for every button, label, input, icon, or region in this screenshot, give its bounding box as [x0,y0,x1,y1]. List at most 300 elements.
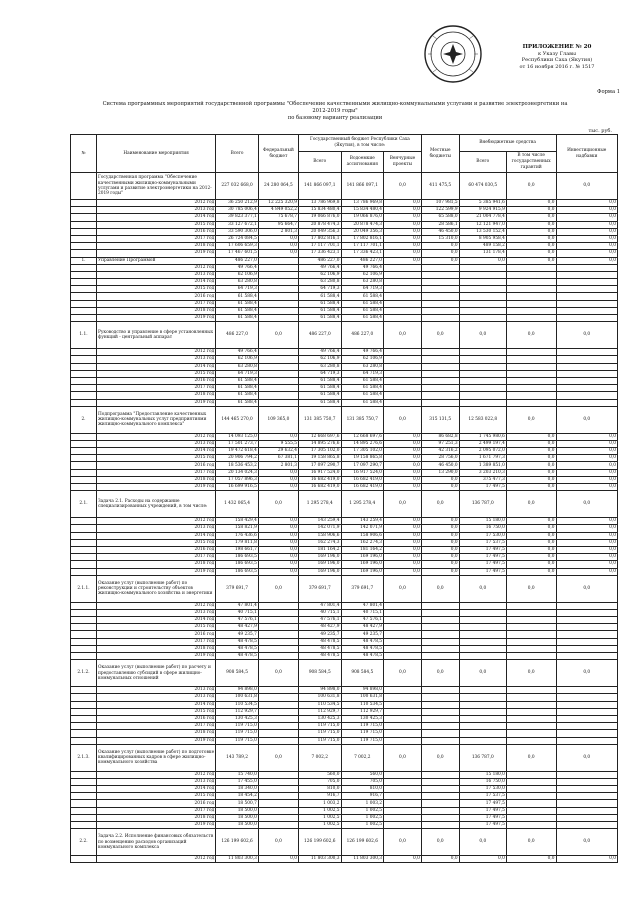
value-cell: 86 682,8 [421,433,459,440]
year-label: 2017 год [96,807,215,814]
row-number [71,638,97,645]
value-cell [258,737,298,744]
value-cell: 17 530,0 [459,786,506,793]
row-number [71,433,97,440]
value-cell: 17 305 102,0 [298,448,341,455]
value-cell: 48 427,9 [298,624,341,631]
value-cell: 0,0 [384,518,422,525]
value-cell [506,653,556,660]
value-cell [506,786,556,793]
value-cell: 0,0 [421,525,459,532]
year-label: 2013 год [96,207,215,214]
value-cell: 16 750,0 [459,778,506,785]
value-cell: 12 668 697,6 [298,433,341,440]
value-cell: 162 274,3 [341,539,384,546]
value-cell [556,800,618,807]
value-cell [421,638,459,645]
row-number [71,455,97,462]
value-cell: 17 336 423,1 [341,250,384,257]
value-cell: 0,0 [556,554,618,561]
value-cell: 12 668 697,6 [341,433,384,440]
value-cell: 227 032 668,0 [216,173,259,200]
row-number [71,561,97,568]
value-cell: 1 002,5 [298,814,341,821]
value-cell: 0,0 [506,214,556,221]
value-cell [258,609,298,616]
value-cell [556,653,618,660]
value-cell [384,300,422,307]
value-cell [421,602,459,609]
value-cell [506,715,556,722]
value-cell: 0,0 [421,491,459,518]
table-row [71,532,618,539]
value-cell [506,609,556,616]
value-cell [459,715,506,722]
value-cell [258,300,298,307]
year-label: 2016 год [96,228,215,235]
value-cell [506,694,556,701]
value-cell: 705,0 [298,778,341,785]
value-cell [258,617,298,624]
value-cell: 0,0 [556,200,618,207]
value-cell: 49 766,4 [341,264,384,271]
value-cell: 810,0 [341,786,384,793]
row-number [71,800,97,807]
value-cell: 315 131,5 [421,406,459,433]
value-cell: 61 588,4 [216,300,259,307]
value-cell [258,356,298,363]
value-cell: 30 785 006,4 [216,207,259,214]
value-cell: 100 631,8 [298,694,341,701]
col-num: № [71,135,97,173]
value-cell: 61 588,4 [341,377,384,384]
value-cell: 17 305 102,0 [341,448,384,455]
table-row [71,315,618,322]
value-cell: 181 164,2 [298,546,341,553]
table-row [71,708,618,715]
year-label: 2019 год [96,315,215,322]
value-cell: 18 454,2 [216,793,259,800]
table-row [71,715,618,722]
value-cell [506,399,556,406]
year-label: 2016 год [96,377,215,384]
value-cell: 61 588,4 [216,385,259,392]
value-cell: 61 588,4 [216,293,259,300]
row-number: 2.1.2. [71,660,97,687]
value-cell [384,271,422,278]
value-cell: 17 530,0 [459,532,506,539]
col-investment: Инвестиционные надбавки [556,135,618,173]
value-cell: 17 497,5 [459,554,506,561]
value-cell: 48 478,5 [341,645,384,652]
value-cell: 0,0 [556,476,618,483]
table-row [71,575,618,602]
value-cell: 0,0 [506,406,556,433]
value-cell: 186 693,5 [216,561,259,568]
value-cell: 0,0 [258,856,298,863]
value-cell: 0,0 [506,484,556,491]
value-cell [556,715,618,722]
value-cell [421,315,459,322]
value-cell [506,631,556,638]
value-cell: 0,0 [506,829,556,856]
value-cell [384,694,422,701]
value-cell [384,286,422,293]
value-cell [421,370,459,377]
value-cell: 0,0 [506,455,556,462]
value-cell: 15 180,0 [459,771,506,778]
row-number [71,250,97,257]
value-cell [258,293,298,300]
value-cell [384,822,422,829]
row-number [71,264,97,271]
value-cell [421,624,459,631]
value-cell [506,708,556,715]
value-cell: 18 500,0 [216,822,259,829]
row-number: 1. [71,257,97,264]
value-cell [421,814,459,821]
value-cell [384,377,422,384]
row-number [71,207,97,214]
value-cell: 136 787,0 [459,744,506,771]
value-cell: 158 906,6 [298,532,341,539]
value-cell [421,307,459,314]
table-row [71,856,618,863]
value-cell [556,392,618,399]
measure-name: Оказание услуг (выполнение работ) по реконструкции и строительству объектов жилищно-коммунального хозяйства и энергетики [96,575,215,602]
value-cell: 62 106,9 [216,356,259,363]
row-number [71,701,97,708]
value-cell: 0,0 [459,322,506,349]
value-cell: 560,0 [341,771,384,778]
value-cell [556,737,618,744]
value-cell [556,271,618,278]
row-number [71,484,97,491]
value-cell: 61 588,4 [341,300,384,307]
row-number [71,448,97,455]
value-cell: 95 664,7 [258,221,298,228]
value-cell [556,701,618,708]
value-cell: 15 834 480,4 [298,207,341,214]
value-cell [459,617,506,624]
value-cell: 0,0 [384,568,422,575]
value-cell: 0,0 [556,525,618,532]
title-line-2: по базовому варианту реализации [287,115,383,121]
value-cell: 19 158 865,8 [298,455,341,462]
value-cell: 0,0 [506,568,556,575]
value-cell: 486 227,0 [341,257,384,264]
value-cell [421,609,459,616]
measure-name: Оказание услуг (выполнение работ) по подготовке квалифицированных кадров в сфере жилищно-коммунального хозяйства [96,744,215,771]
table-row [71,307,618,314]
year-label: 2013 год [96,356,215,363]
value-cell: 0,0 [506,200,556,207]
table-row [71,631,618,638]
table-row [71,370,618,377]
table-row [71,561,618,568]
value-cell: 49 766,4 [216,264,259,271]
value-cell: 0,0 [384,207,422,214]
row-number [71,624,97,631]
table-row [71,243,618,250]
value-cell: 17 467 601,5 [216,250,259,257]
col-state-group: Государственный бюджет Республики Саха (Якутия), в том числе: [298,135,421,152]
value-cell [384,687,422,694]
row-number: 2.1.1. [71,575,97,602]
value-cell [258,307,298,314]
value-cell: 0,0 [384,433,422,440]
value-cell: 0,0 [556,433,618,440]
row-number [71,228,97,235]
value-cell: 0,0 [421,322,459,349]
value-cell: 1 389 851,0 [459,462,506,469]
value-cell: 17 497,5 [459,546,506,553]
value-cell: 0,0 [384,448,422,455]
measure-name: Оказание услуг (выполнение работ) по расчету и предоставлению субсидий в сфере жилищно-коммунальных отношений [96,660,215,687]
value-cell: 0,0 [421,518,459,525]
value-cell: 0,0 [556,469,618,476]
value-cell: 17 802 816,1 [341,235,384,242]
table-row [71,814,618,821]
value-cell: 63 280,8 [341,279,384,286]
value-cell [384,786,422,793]
value-cell: 63 280,8 [216,363,259,370]
value-cell [556,624,618,631]
value-cell: 0,0 [556,214,618,221]
value-cell: 143 789,2 [216,744,259,771]
value-cell: 46 450,0 [421,462,459,469]
value-cell: 0,0 [421,546,459,553]
program-table [70,134,618,863]
value-cell: 1 432 065,4 [216,491,259,518]
value-cell [384,264,422,271]
value-cell: 0,0 [506,561,556,568]
value-cell [556,602,618,609]
value-cell: 0,0 [258,469,298,476]
value-cell: 0,0 [506,525,556,532]
value-cell: 40 715,1 [341,609,384,616]
value-cell: 0,0 [258,322,298,349]
table-row [71,602,618,609]
year-label: 2016 год [96,715,215,722]
row-number [71,214,97,221]
value-cell: 0,0 [506,173,556,200]
value-cell [421,271,459,278]
value-cell: 94 898,0 [341,687,384,694]
value-cell [459,645,506,652]
value-cell: 0,0 [421,554,459,561]
value-cell: 169 196,0 [341,568,384,575]
value-cell: 130 425,3 [298,715,341,722]
value-cell: 198 661,7 [216,546,259,553]
value-cell [421,356,459,363]
value-cell [258,701,298,708]
value-cell [258,257,298,264]
value-cell: 0,0 [506,235,556,242]
value-cell: 4 849 052,2 [258,207,298,214]
table-row [71,462,618,469]
value-cell [506,279,556,286]
value-cell [258,363,298,370]
table-row [71,433,618,440]
value-cell [459,264,506,271]
row-number [71,730,97,737]
value-cell: 61 588,4 [298,392,341,399]
year-label: 2015 год [96,708,215,715]
value-cell: 0,0 [556,322,618,349]
value-cell: 0,0 [556,406,618,433]
value-cell: 48 478,5 [216,638,259,645]
value-cell: 39 823 377,1 [216,214,259,221]
value-cell: 67 381,1 [258,455,298,462]
year-label: 2012 год [96,518,215,525]
value-cell: 100 631,8 [216,694,259,701]
value-cell: 65 588,0 [421,214,459,221]
value-cell [506,370,556,377]
value-cell [258,349,298,356]
table-row [71,392,618,399]
value-cell: 64 719,3 [298,286,341,293]
value-cell: 64 719,3 [341,370,384,377]
value-cell: 169 196,0 [298,568,341,575]
value-cell: 14 895 276,6 [341,440,384,447]
year-label: 2012 год [96,771,215,778]
row-number [71,568,97,575]
row-number [71,377,97,384]
value-cell [258,653,298,660]
value-cell: 20 878 474,3 [298,221,341,228]
value-cell: 0,0 [421,744,459,771]
value-cell [556,708,618,715]
value-cell [384,723,422,730]
value-cell [556,264,618,271]
year-label: 2017 год [96,235,215,242]
value-cell [556,286,618,293]
value-cell [421,793,459,800]
value-cell: 0,0 [384,539,422,546]
value-cell: 158 906,6 [341,532,384,539]
value-cell: 13 786 969,8 [341,200,384,207]
year-label: 2012 год [96,349,215,356]
value-cell: 2 095 072,0 [459,448,506,455]
value-cell [384,363,422,370]
value-cell [556,385,618,392]
value-cell: 48 478,5 [298,638,341,645]
year-label: 2018 год [96,561,215,568]
value-cell [556,694,618,701]
year-label: 2018 год [96,814,215,821]
value-cell: 18 340,0 [216,786,259,793]
value-cell [384,814,422,821]
value-cell [258,279,298,286]
value-cell: 0,0 [258,518,298,525]
table-row [71,645,618,652]
appendix-title: ПРИЛОЖЕНИЕ № 20 [522,44,592,50]
value-cell: 126 199 602,6 [298,829,341,856]
value-cell: 64 719,3 [216,286,259,293]
value-cell [258,786,298,793]
value-cell: 0,0 [421,539,459,546]
value-cell [258,778,298,785]
table-row [71,568,618,575]
value-cell: 0,0 [384,322,422,349]
col-extra-inv: В том числе государственных гарантий [506,152,556,173]
value-cell [421,377,459,384]
value-cell [258,708,298,715]
value-cell: 0,0 [556,539,618,546]
value-cell: 0,0 [384,257,422,264]
value-cell: 16 682 419,0 [341,476,384,483]
table-body [71,173,618,863]
value-cell [421,631,459,638]
value-cell: 60 474 030,5 [459,173,506,200]
value-cell: 11 803 300,3 [298,856,341,863]
value-cell: 112 929,7 [341,708,384,715]
value-cell: 61 588,4 [298,307,341,314]
table-row [71,207,618,214]
value-cell: 0,0 [556,235,618,242]
value-cell [258,800,298,807]
value-cell [556,399,618,406]
value-cell [421,771,459,778]
value-cell: 17 497,5 [459,561,506,568]
value-cell [459,279,506,286]
value-cell: 0,0 [384,476,422,483]
row-number [71,462,97,469]
table-row [71,322,618,349]
value-cell [384,370,422,377]
value-cell: 0,0 [506,207,556,214]
value-cell [421,392,459,399]
value-cell: 13 786 969,8 [298,200,341,207]
value-cell: 0,0 [506,257,556,264]
value-cell: 0,0 [258,433,298,440]
value-cell: 0,0 [459,660,506,687]
value-cell: 15 740,0 [216,771,259,778]
value-cell: 48 478,5 [216,645,259,652]
row-number [71,243,97,250]
value-cell: 0,0 [258,744,298,771]
value-cell: 119 715,0 [341,737,384,744]
value-cell: 0,0 [556,856,618,863]
value-cell: 17 497,5 [459,800,506,807]
value-cell [506,814,556,821]
table-row [71,687,618,694]
value-cell [506,800,556,807]
value-cell: 17 117 701,1 [298,243,341,250]
value-cell [459,300,506,307]
value-cell [384,645,422,652]
table-row [71,701,618,708]
value-cell: 0,0 [258,476,298,483]
value-cell [506,349,556,356]
value-cell: 0,0 [258,568,298,575]
year-label: 2014 год [96,532,215,539]
table-row [71,228,618,235]
value-cell: 61 588,4 [341,399,384,406]
value-cell: 0,0 [258,660,298,687]
value-cell [258,687,298,694]
value-cell: 0,0 [258,539,298,546]
value-cell [459,638,506,645]
row-number [71,539,97,546]
value-cell: 1 003,2 [298,800,341,807]
table-row [71,173,618,200]
value-cell [421,279,459,286]
table-row [71,723,618,730]
value-cell [506,356,556,363]
value-cell: 486 227,0 [216,322,259,349]
